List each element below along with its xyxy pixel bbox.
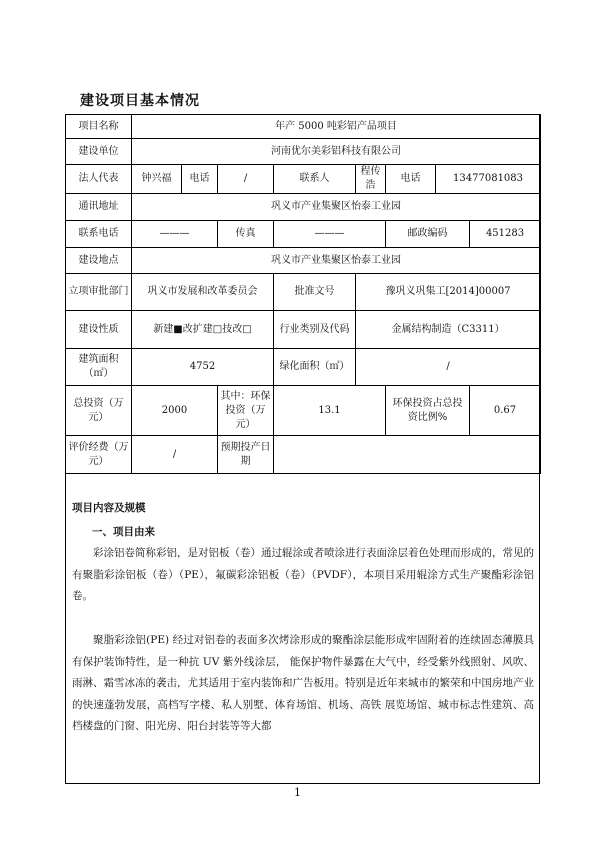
- area-value: 4752: [132, 349, 274, 386]
- invest-value: 2000: [132, 386, 218, 436]
- env-ratio-label: 环保投资占总投资比例%: [386, 386, 470, 436]
- legal-rep-label: 法人代表: [66, 165, 132, 194]
- site-value: 巩义市产业集聚区怡泰工业园: [132, 248, 541, 274]
- address-label: 通讯地址: [66, 194, 132, 221]
- page-title: 建设项目基本情况: [80, 93, 200, 109]
- page-number: 1: [294, 786, 301, 799]
- postcode-label: 邮政编码: [386, 221, 470, 248]
- site-label: 建设地点: [66, 248, 132, 274]
- paragraph-2: 聚脂彩涂铝(PE) 经过对铝卷的表面多次烤涂形成的聚酯涂层能形成牢固附着的连续固态薄膜具有保护装饰特性，是一种抗 UV 紫外线涂层， 能保护物件暴露在大气中，经受紫外线照射、风吹、雨淋、霜雪冰冻的袭击，尤其适用于室内装饰和广告板用。特别是近年来城市的繁荣和中国房地产业的快速蓬勃发展，高档写字楼、私人别墅、体育场馆、机场、高铁 展览场馆、城市标志性建筑、高档楼盘的门窗、阳光房、阳台封装等等大都: [72, 634, 534, 732]
- paragraph-1: 彩涂铝卷简称彩铝，是对铝板（卷）通过辊涂或者喷涂进行表面涂层着色处理而形成的，常见的有聚脂彩涂铝板（卷）（PE），氟碳彩涂铝板（卷）（PVDF），本项目采用辊涂方式生产聚酯彩涂铝卷。: [72, 547, 534, 602]
- unit-value: 河南优尔美彩铝科技有限公司: [132, 139, 541, 165]
- postcode-value: 451283: [470, 221, 541, 248]
- tel-value: ———: [132, 221, 218, 248]
- contact-label: 联系人: [274, 165, 356, 194]
- approval-dept-label: 立项审批部门: [66, 274, 132, 311]
- env-invest-label: 其中：环保投资（万元）: [218, 386, 274, 436]
- approval-no-value: 豫巩义巩集工[2014]00007: [356, 274, 541, 311]
- contact-phone-label: 电话: [386, 165, 436, 194]
- legal-phone-value: /: [218, 165, 274, 194]
- project-info-table: [65, 114, 541, 474]
- env-ratio-value: 0.67: [470, 386, 541, 436]
- green-label: 绿化面积（㎡）: [274, 349, 356, 386]
- fax-value: ———: [274, 221, 386, 248]
- legal-phone-label: 电话: [182, 165, 218, 194]
- area-label: 建筑面积（㎡）: [66, 349, 132, 386]
- legal-rep-value: 钟兴福: [132, 165, 182, 194]
- start-date-value: [274, 436, 541, 474]
- project-name-label: 项目名称: [66, 115, 132, 139]
- eval-fee-value: /: [132, 436, 218, 474]
- approval-dept-value: 巩义市发展和改革委员会: [132, 274, 274, 311]
- env-invest-value: 13.1: [274, 386, 386, 436]
- address-value: 巩义市产业集聚区怡泰工业园: [132, 194, 541, 221]
- nature-label: 建设性质: [66, 311, 132, 349]
- nature-value: 新建■改扩建□技改□: [132, 311, 274, 349]
- section-title: 项目内容及规模: [72, 502, 146, 514]
- sub-title: 一、项目由来: [92, 526, 155, 538]
- tel-label: 联系电话: [66, 221, 132, 248]
- start-date-label: 预期投产日期: [218, 436, 274, 474]
- industry-value: 金属结构制造（C3311）: [356, 311, 541, 349]
- fax-label: 传真: [218, 221, 274, 248]
- contact-value: 程传浩: [356, 165, 386, 194]
- project-name-value: 年产 5000 吨彩铝产品项目: [132, 115, 541, 139]
- unit-label: 建设单位: [66, 139, 132, 165]
- invest-label: 总投资（万元）: [66, 386, 132, 436]
- eval-fee-label: 评价经费（万元）: [66, 436, 132, 474]
- industry-label: 行业类别及代码: [274, 311, 356, 349]
- approval-no-label: 批准文号: [274, 274, 356, 311]
- green-value: /: [356, 349, 541, 386]
- contact-phone-value: 13477081083: [436, 165, 541, 194]
